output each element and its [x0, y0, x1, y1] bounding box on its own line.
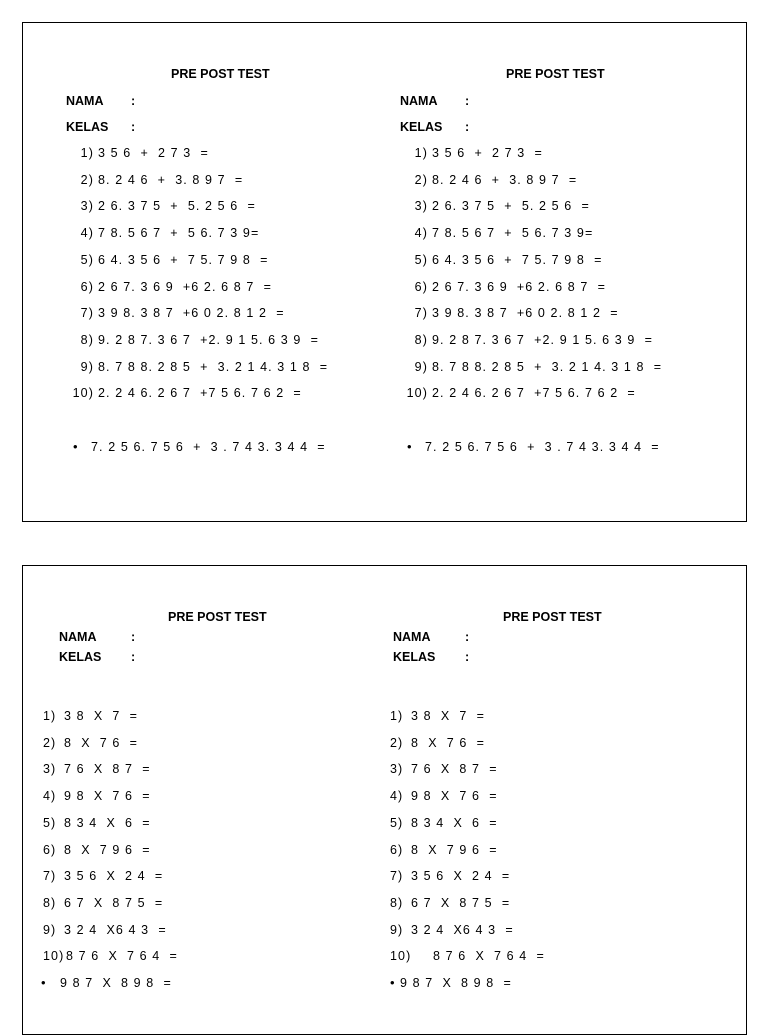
problem-expression: 2 6. 3 7 5 + 5. 2 5 6 = [98, 199, 256, 214]
problem-number: 5) [414, 252, 428, 267]
problem-number: 4) [80, 226, 94, 241]
page-title: PRE POST TEST [506, 67, 605, 81]
kelas-colon: : [465, 120, 470, 134]
nama-colon: : [131, 94, 136, 108]
nama-colon: : [465, 94, 470, 108]
problem-expression: 9 8 X 7 6 = [411, 789, 498, 804]
problem-number: 2) [390, 735, 404, 750]
problem-expression: 8 7 6 X 7 6 4 = [66, 949, 178, 964]
problem-expression: 2. 2 4 6. 2 6 7 +7 5 6. 7 6 2 = [432, 386, 636, 401]
problem-number: 10) [390, 949, 412, 964]
problem-expression: 8 X 7 6 = [411, 735, 486, 750]
problem-number: 8) [43, 895, 57, 910]
problem-number: 9) [414, 359, 428, 374]
bonus-problem: 9 8 7 X 8 9 8 = [400, 976, 512, 990]
problem-expression: 6 7 X 8 7 5 = [64, 895, 164, 910]
problem-expression: 8 X 7 9 6 = [411, 842, 498, 857]
problem-number: 7) [414, 306, 428, 321]
nama-label: NAMA [66, 94, 104, 108]
problem-number: 8) [80, 332, 94, 347]
nama-label: NAMA [59, 630, 97, 644]
problem-expression: 3 9 8. 3 8 7 +6 0 2. 8 1 2 = [98, 306, 285, 321]
problem-number: 3) [80, 199, 94, 214]
problem-expression: 7 8. 5 6 7 + 5 6. 7 3 9= [98, 226, 260, 241]
problem-number: 3) [414, 199, 428, 214]
problem-expression: 3 5 6 + 2 7 3 = [432, 146, 543, 160]
problem-number: 6) [43, 842, 57, 857]
problem-number: 1) [390, 709, 404, 723]
problem-number: 6) [390, 842, 404, 857]
problem-expression: 9. 2 8 7. 3 6 7 +2. 9 1 5. 6 3 9 = [432, 332, 653, 347]
problem-number: 9) [80, 359, 94, 374]
kelas-label: KELAS [66, 120, 109, 134]
bullet-icon: • [73, 439, 78, 454]
page-title: PRE POST TEST [171, 67, 270, 81]
problem-expression: 8. 7 8 8. 2 8 5 + 3. 2 1 4. 3 1 8 = [98, 359, 329, 374]
bonus-problem: 7. 2 5 6. 7 5 6 + 3 . 7 4 3. 3 4 4 = [91, 440, 326, 454]
bonus-problem: 7. 2 5 6. 7 5 6 + 3 . 7 4 3. 3 4 4 = [425, 440, 660, 454]
problem-number: 6) [80, 279, 94, 294]
bullet-icon: • [41, 975, 46, 990]
problem-expression: 6 4. 3 5 6 + 7 5. 7 9 8 = [432, 252, 603, 267]
kelas-label: KELAS [393, 650, 436, 664]
problem-number: 4) [414, 226, 428, 241]
problem-expression: 2 6 7. 3 6 9 +6 2. 6 8 7 = [98, 279, 272, 294]
problem-expression: 3 5 6 + 2 7 3 = [98, 146, 209, 160]
nama-label: NAMA [400, 94, 438, 108]
kelas-colon: : [465, 650, 470, 664]
problem-number: 8) [414, 332, 428, 347]
problem-expression: 8 3 4 X 6 = [411, 815, 498, 830]
problem-number: 4) [390, 789, 404, 804]
problem-number: 5) [80, 252, 94, 267]
problem-number: 6) [414, 279, 428, 294]
problem-number: 1) [80, 146, 94, 160]
problem-number: 5) [390, 815, 404, 830]
problem-expression: 3 5 6 X 2 4 = [411, 869, 511, 884]
problem-expression: 2 6. 3 7 5 + 5. 2 5 6 = [432, 199, 590, 214]
problem-number: 10) [72, 386, 94, 401]
problem-expression: 8. 2 4 6 + 3. 8 9 7 = [432, 172, 578, 187]
problem-number: 2) [80, 172, 94, 187]
problem-expression: 8 7 6 X 7 6 4 = [433, 949, 545, 964]
problem-expression: 8. 2 4 6 + 3. 8 9 7 = [98, 172, 244, 187]
problem-expression: 7 6 X 8 7 = [64, 762, 151, 777]
problem-expression: 8. 7 8 8. 2 8 5 + 3. 2 1 4. 3 1 8 = [432, 359, 663, 374]
problem-number: 9) [390, 922, 404, 937]
problem-expression: 2. 2 4 6. 2 6 7 +7 5 6. 7 6 2 = [98, 386, 302, 401]
kelas-colon: : [131, 120, 136, 134]
problem-number: 9) [43, 922, 57, 937]
problem-number: 10) [43, 949, 65, 964]
problem-number: 2) [43, 735, 57, 750]
kelas-colon: : [131, 650, 136, 664]
page-title: PRE POST TEST [168, 610, 267, 624]
problem-number: 3) [390, 762, 404, 777]
problem-expression: 7 8. 5 6 7 + 5 6. 7 3 9= [432, 226, 594, 241]
problem-expression: 3 2 4 X6 4 3 = [64, 922, 167, 937]
problem-expression: 8 3 4 X 6 = [64, 815, 151, 830]
kelas-label: KELAS [59, 650, 102, 664]
problem-expression: 3 2 4 X6 4 3 = [411, 922, 514, 937]
problem-number: 7) [43, 869, 57, 884]
bonus-problem: 9 8 7 X 8 9 8 = [60, 976, 172, 990]
problem-expression: 9 8 X 7 6 = [64, 789, 151, 804]
problem-number: 1) [43, 709, 57, 723]
problem-number: 4) [43, 789, 57, 804]
problem-number: 7) [390, 869, 404, 884]
problem-number: 8) [390, 895, 404, 910]
problem-expression: 6 7 X 8 7 5 = [411, 895, 511, 910]
page-title: PRE POST TEST [503, 610, 602, 624]
problem-expression: 3 9 8. 3 8 7 +6 0 2. 8 1 2 = [432, 306, 619, 321]
bullet-icon: • [407, 439, 412, 454]
nama-colon: : [131, 630, 136, 644]
problem-expression: 3 5 6 X 2 4 = [64, 869, 164, 884]
problem-expression: 8 X 7 9 6 = [64, 842, 151, 857]
problem-number: 1) [414, 146, 428, 160]
problem-number: 7) [80, 306, 94, 321]
problem-number: 2) [414, 172, 428, 187]
problem-number: 5) [43, 815, 57, 830]
nama-label: NAMA [393, 630, 431, 644]
problem-expression: 3 8 X 7 = [64, 709, 139, 723]
problem-number: 10) [406, 386, 428, 401]
problem-expression: 8 X 7 6 = [64, 735, 139, 750]
problem-expression: 7 6 X 8 7 = [411, 762, 498, 777]
problem-expression: 9. 2 8 7. 3 6 7 +2. 9 1 5. 6 3 9 = [98, 332, 319, 347]
nama-colon: : [465, 630, 470, 644]
problem-expression: 2 6 7. 3 6 9 +6 2. 6 8 7 = [432, 279, 606, 294]
kelas-label: KELAS [400, 120, 443, 134]
problem-number: 3) [43, 762, 57, 777]
problem-expression: 3 8 X 7 = [411, 709, 486, 723]
problem-expression: 6 4. 3 5 6 + 7 5. 7 9 8 = [98, 252, 269, 267]
bullet-icon: • [390, 975, 395, 990]
